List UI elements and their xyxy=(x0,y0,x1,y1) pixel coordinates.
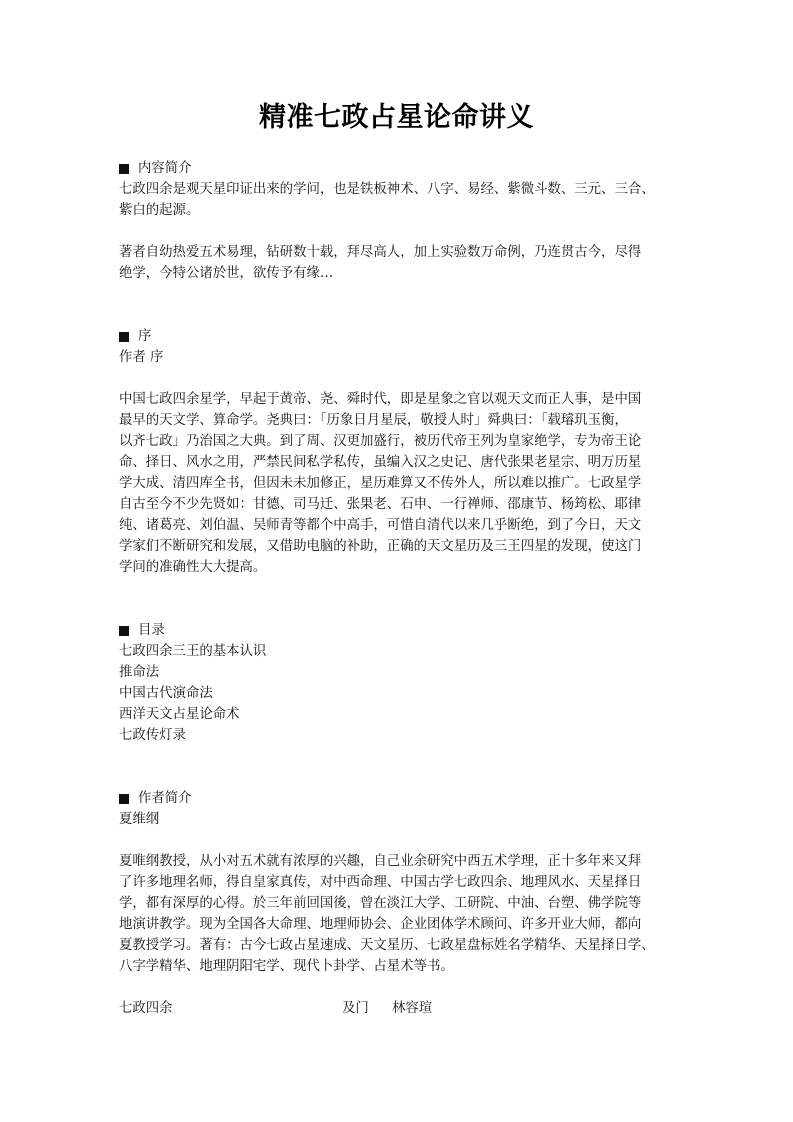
text-line: 八字学精华、地理阴阳宅学、现代卜卦学、占星术等书。 xyxy=(119,959,454,974)
section-heading-author xyxy=(119,788,675,809)
intro-paragraph-2 xyxy=(119,242,675,284)
preface-paragraph xyxy=(119,389,675,578)
section-heading-label: 作者简介 xyxy=(138,791,192,806)
document-title: 精准七政占星论命讲义 xyxy=(259,102,534,133)
text-line: 学，都有深厚的心得。於三年前回国後，曾在淡江大学、工研院、中油、台塑、佛学院等 xyxy=(119,896,642,911)
signature-row xyxy=(119,998,675,1019)
text-line: 最早的天文学、算命学。尧典曰：「历象日月星辰，敬授人时」舜典曰：「载璿玑玉衡， xyxy=(119,413,628,428)
document-body xyxy=(119,158,675,1019)
toc-item: 西洋天文占星论命术 xyxy=(119,707,240,722)
text-line: 学大成、清四库全书，但因未未加修正，星历难算又不传外人，所以难以推广。七政星学 xyxy=(119,476,642,491)
signature-left: 七政四余 xyxy=(119,1001,173,1016)
text-line: 纯、诸葛亮、刘伯温、吴师青等都个中高手，可惜自清代以来几乎断绝，到了今日，天文 xyxy=(119,518,642,533)
square-bullet-icon xyxy=(119,626,129,636)
text-line: 著者自幼热爱五术易理，钻研数十载，拜尽高人，加上实验数万命例，乃连贯古今，尽得 xyxy=(119,245,642,260)
toc-item: 推命法 xyxy=(119,665,160,680)
text-line: 以齐七政」乃治国之大典。到了周、汉更加盛行，被历代帝王列为皇家绝学，专为帝王论 xyxy=(119,434,642,449)
square-bullet-icon xyxy=(119,164,129,174)
square-bullet-icon xyxy=(119,794,129,804)
text-line: 夏教授学习。著有：古今七政占星速成、天文星历、七政星盘标姓名学精华、天星择日学、 xyxy=(119,938,655,953)
text-line: 地演讲教学。现为全国各大命理、地理师协会、企业团体学术顾问、许多开业大师，都向 xyxy=(119,917,642,932)
section-heading-label: 序 xyxy=(138,329,152,344)
author-bio-paragraph xyxy=(119,851,675,977)
section-heading-label: 目录 xyxy=(138,623,165,638)
toc-list xyxy=(119,641,675,746)
text-line: 学问的准确性大大提高。 xyxy=(119,560,267,575)
text-line: 夏唯纲教授，从小对五术就有浓厚的兴趣，自己业余研究中西五术学理，正十多年来又拜 xyxy=(119,854,642,869)
section-heading-intro xyxy=(119,158,675,179)
text-line: 七政四余是观天星印证出来的学问，也是铁板神术、八字、易经、紫微斗数、三元、三合、 xyxy=(119,182,655,197)
toc-item: 七政传灯录 xyxy=(119,728,186,743)
section-heading-toc xyxy=(119,620,675,641)
text-line: 了许多地理名师，得自皇家真传，对中西命理、中国古学七政四余、地理风水、天星择日 xyxy=(119,875,642,890)
section-heading-preface xyxy=(119,326,675,347)
signature-right: 林容瑄 xyxy=(392,1001,433,1016)
text-line: 学家们不断研究和发展，又借助电脑的补助，正确的天文星历及三王四星的发现，使这门 xyxy=(119,539,642,554)
preface-byline: 作者 序 xyxy=(119,350,164,365)
text-line: 紫白的起源。 xyxy=(119,203,200,218)
text-line: 中国七政四余星学，早起于黄帝、尧、舜时代，即是星象之官以观天文而正人事，是中国 xyxy=(119,392,642,407)
text-line: 绝学，今特公诸於世，欲传予有缘… xyxy=(119,266,334,281)
toc-item: 中国古代演命法 xyxy=(119,686,213,701)
section-heading-label: 内容简介 xyxy=(138,161,192,176)
text-line: 自古至今不少先贤如：甘德、司马迁、张果老、石申、一行禅师、邵康节、杨筠松、耶律 xyxy=(119,497,642,512)
signature-mid: 及门 xyxy=(342,1001,369,1016)
text-line: 命、择日、风水之用，严禁民间私学私传，虽编入汉之史记、唐代张果老星宗、明万历星 xyxy=(119,455,642,470)
toc-item: 七政四余三王的基本认识 xyxy=(119,644,267,659)
square-bullet-icon xyxy=(119,332,129,342)
author-name: 夏维纲 xyxy=(119,812,160,827)
intro-paragraph-1 xyxy=(119,179,675,221)
